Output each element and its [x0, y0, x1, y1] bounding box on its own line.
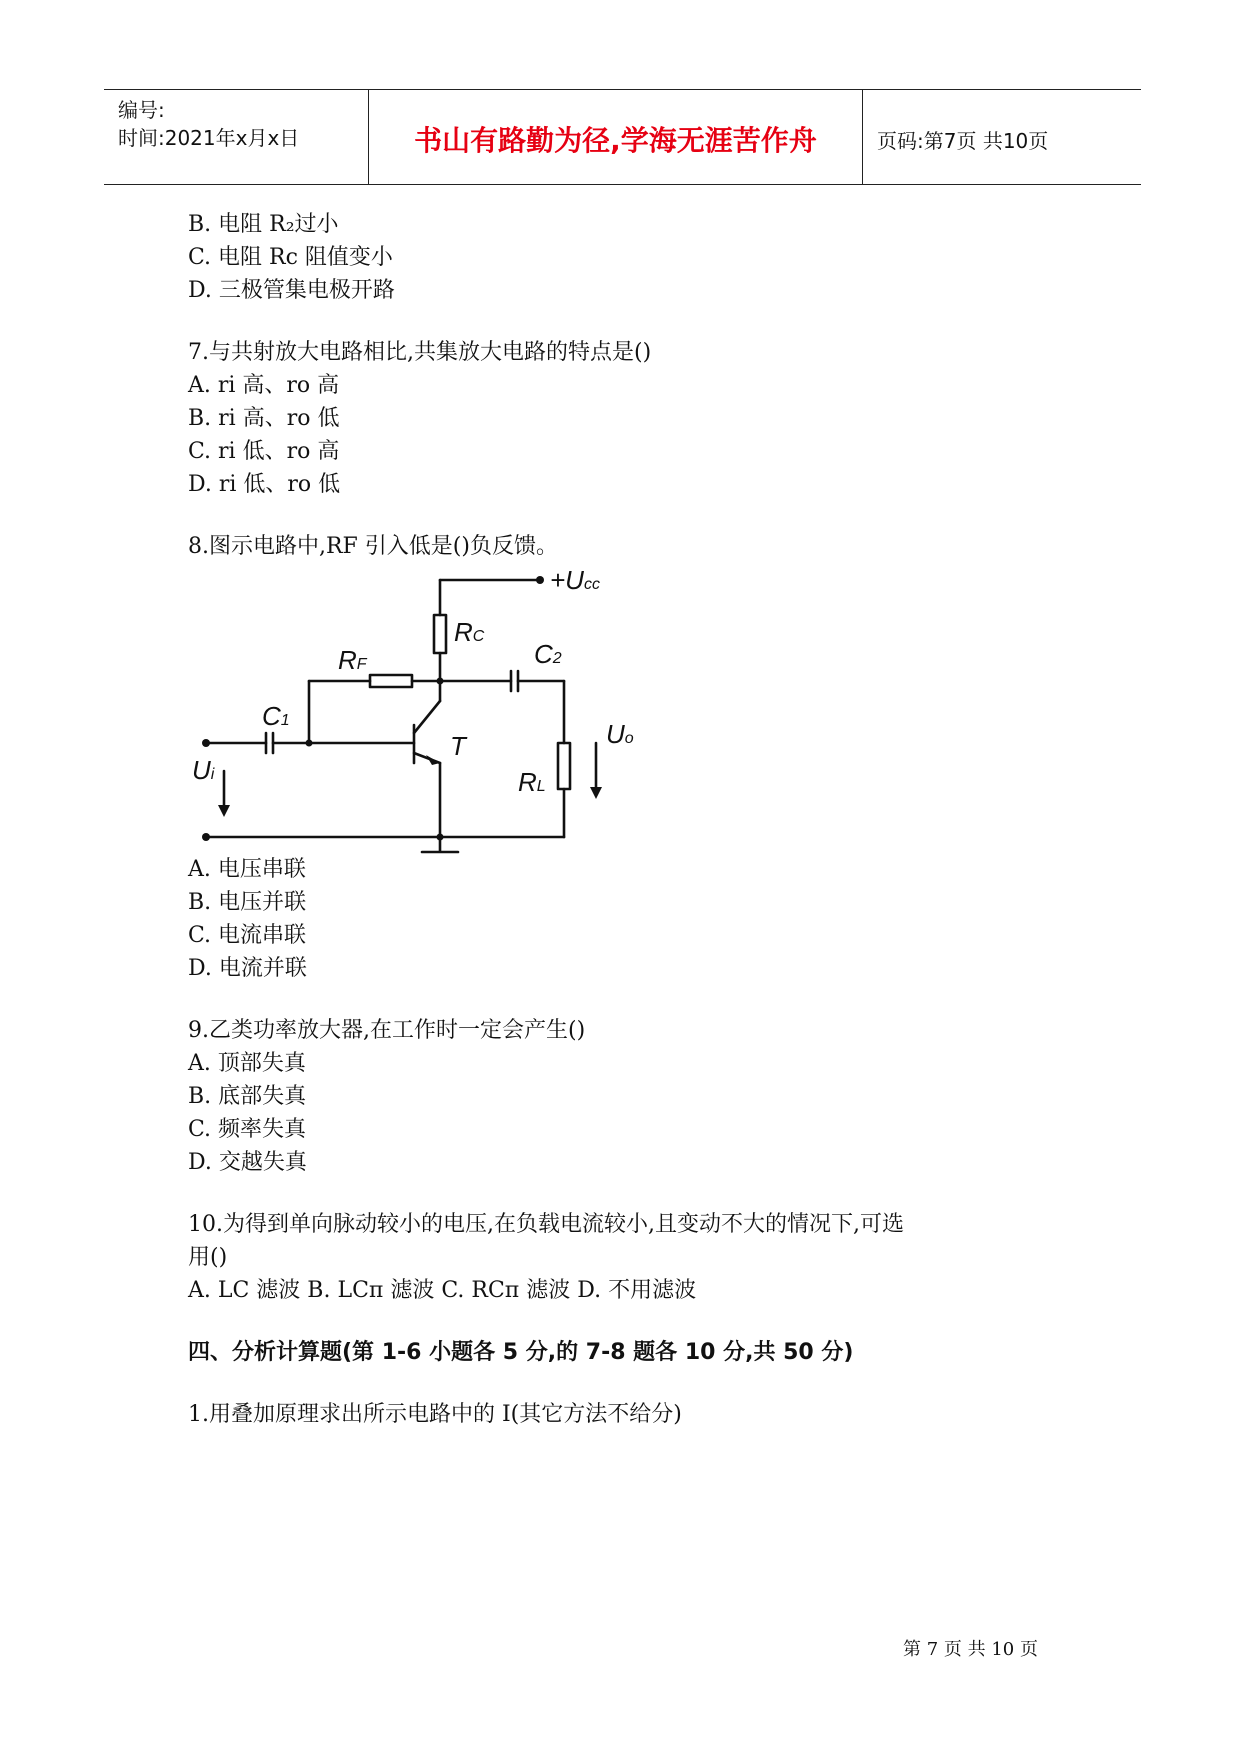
- header-motto-cell: [369, 90, 863, 184]
- q9-stem: 9.乙类功率放大器,在工作时一定会产生(): [188, 1018, 586, 1043]
- base-junction-dot: [306, 740, 313, 747]
- q9-option-b: B. 底部失真: [188, 1084, 307, 1109]
- transistor-collector-lead: [414, 701, 440, 733]
- q6-option-d: D. 三极管集电极开路: [188, 278, 395, 303]
- q7-option-a: A. ri 高、ro 高: [188, 373, 340, 398]
- page-footer: 第 7 页 共 10 页: [903, 1639, 1038, 1660]
- motto: 书山有路勤为径,学海无涯苦作舟: [414, 124, 817, 157]
- q7-option-c: C. ri 低、ro 高: [188, 439, 340, 464]
- input-terminal-top: [202, 739, 210, 747]
- q8-option-b: B. 电压并联: [188, 890, 307, 915]
- section4-q1: 1.用叠加原理求出所示电路中的 I(其它方法不给分): [188, 1402, 682, 1427]
- label-ui: Ui: [192, 755, 215, 785]
- q8-option-a: A. 电压串联: [188, 857, 306, 882]
- header-right-cell: [863, 90, 1141, 184]
- q8-stem: 8.图示电路中,RF 引入低是()负反馈。: [188, 534, 558, 559]
- q7-stem: 7.与共射放大电路相比,共集放大电路的特点是(): [188, 340, 652, 365]
- q8-option-c: C. 电流串联: [188, 923, 307, 948]
- q10-stem-line2: 用(): [188, 1245, 228, 1270]
- label-transistor: T: [450, 731, 466, 761]
- ground-junction-dot: [437, 834, 444, 841]
- input-arrowhead: [218, 805, 230, 817]
- q9-option-c: C. 频率失真: [188, 1117, 307, 1142]
- label-rl: RL: [518, 767, 546, 797]
- q7-option-b: B. ri 高、ro 低: [188, 406, 340, 431]
- emitter-arrowhead: [426, 755, 440, 765]
- q10-options: A. LC 滤波 B. LCπ 滤波 C. RCπ 滤波 D. 不用滤波: [188, 1278, 697, 1303]
- time-label: 时间:2021年x月x日: [118, 126, 300, 150]
- output-arrowhead: [590, 787, 602, 799]
- resistor-rc: [434, 615, 446, 653]
- page-info: 页码:第7页 共10页: [877, 129, 1049, 153]
- q7-option-d: D. ri 低、ro 低: [188, 472, 341, 497]
- resistor-rl: [558, 743, 570, 789]
- q8-option-d: D. 电流并联: [188, 956, 307, 981]
- label-rc: RC: [454, 617, 485, 647]
- label-c1: C1: [262, 701, 290, 731]
- q10-stem-line1: 10.为得到单向脉动较小的电压,在负载电流较小,且变动不大的情况下,可选: [188, 1212, 904, 1237]
- header-left-cell: [104, 90, 369, 184]
- label-c2: C2: [534, 639, 562, 669]
- page-header: [104, 89, 1141, 185]
- q9-option-d: D. 交越失真: [188, 1150, 307, 1175]
- label-rf: RF: [338, 645, 367, 675]
- q6-option-c: C. 电阻 Rc 阻值变小: [188, 245, 393, 270]
- vcc-terminal: [536, 576, 544, 584]
- number-label: 编号:: [118, 98, 165, 122]
- section4-title: 四、分析计算题(第 1-6 小题各 5 分,的 7-8 题各 10 分,共 50 分): [188, 1340, 854, 1365]
- input-terminal-bottom: [202, 833, 210, 841]
- q9-option-a: A. 顶部失真: [188, 1051, 306, 1076]
- label-uo: Uo: [606, 719, 634, 749]
- resistor-rf: [370, 675, 412, 687]
- collector-junction-dot: [437, 678, 444, 685]
- amplifier-circuit-diagram: [188, 567, 658, 877]
- q6-option-b: B. 电阻 R₂过小: [188, 212, 339, 237]
- label-vcc: +Ucc: [550, 567, 600, 595]
